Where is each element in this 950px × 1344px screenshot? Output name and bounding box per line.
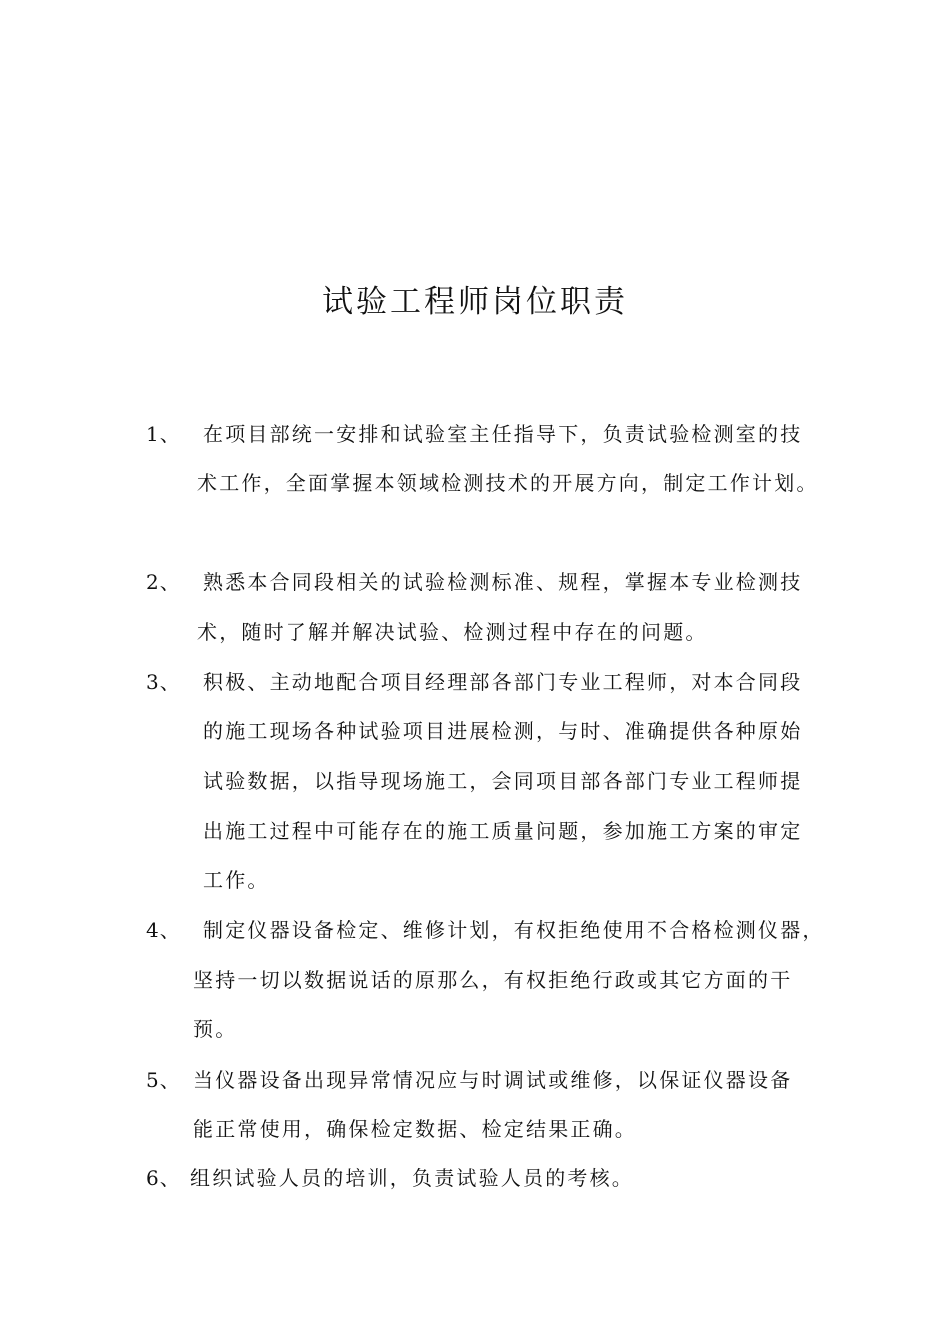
item-text-line: 在项目部统一安排和试验室主任指导下，负责试验检测室的技 xyxy=(203,422,803,446)
item-text-line: 术，随时了解并解决试验、检测过程中存在的问题。 xyxy=(197,620,708,644)
item-text-line: 出施工过程中可能存在的施工质量问题，参加施工方案的审定 xyxy=(203,819,803,843)
item-text-line: 的施工现场各种试验项目进展检测，与时、准确提供各种原始 xyxy=(203,719,803,743)
item-text-line: 预。 xyxy=(193,1017,238,1041)
item-number: 5、 xyxy=(146,1068,181,1092)
item-text-line: 当仪器设备出现异常情况应与时调试或维修，以保证仪器设备 xyxy=(193,1068,793,1092)
item-number: 4、 xyxy=(146,918,181,942)
item-text-line: 术工作，全面掌握本领域检测技术的开展方向，制定工作计划。 xyxy=(197,471,819,495)
item-text-line: 熟悉本合同段相关的试验检测标准、规程，掌握本专业检测技 xyxy=(203,570,803,594)
item-number: 3、 xyxy=(146,670,181,694)
item-number: 1、 xyxy=(146,422,181,446)
item-text-line: 坚持一切以数据说话的原那么，有权拒绝行政或其它方面的干 xyxy=(193,968,793,992)
document-title: 试验工程师岗位职责 xyxy=(322,284,628,320)
item-text-line: 工作。 xyxy=(203,868,270,892)
item-text-line: 积极、主动地配合项目经理部各部门专业工程师，对本合同段 xyxy=(203,670,803,694)
item-text-line: 组织试验人员的培训，负责试验人员的考核。 xyxy=(190,1166,634,1190)
item-text-line: 试验数据，以指导现场施工，会同项目部各部门专业工程师提 xyxy=(203,769,803,793)
item-text-line: 制定仪器设备检定、维修计划，有权拒绝使用不合格检测仪器， xyxy=(203,918,825,942)
item-text-line: 能正常使用，确保检定数据、检定结果正确。 xyxy=(193,1117,637,1141)
item-number: 6、 xyxy=(146,1166,181,1190)
item-number: 2、 xyxy=(146,570,181,594)
